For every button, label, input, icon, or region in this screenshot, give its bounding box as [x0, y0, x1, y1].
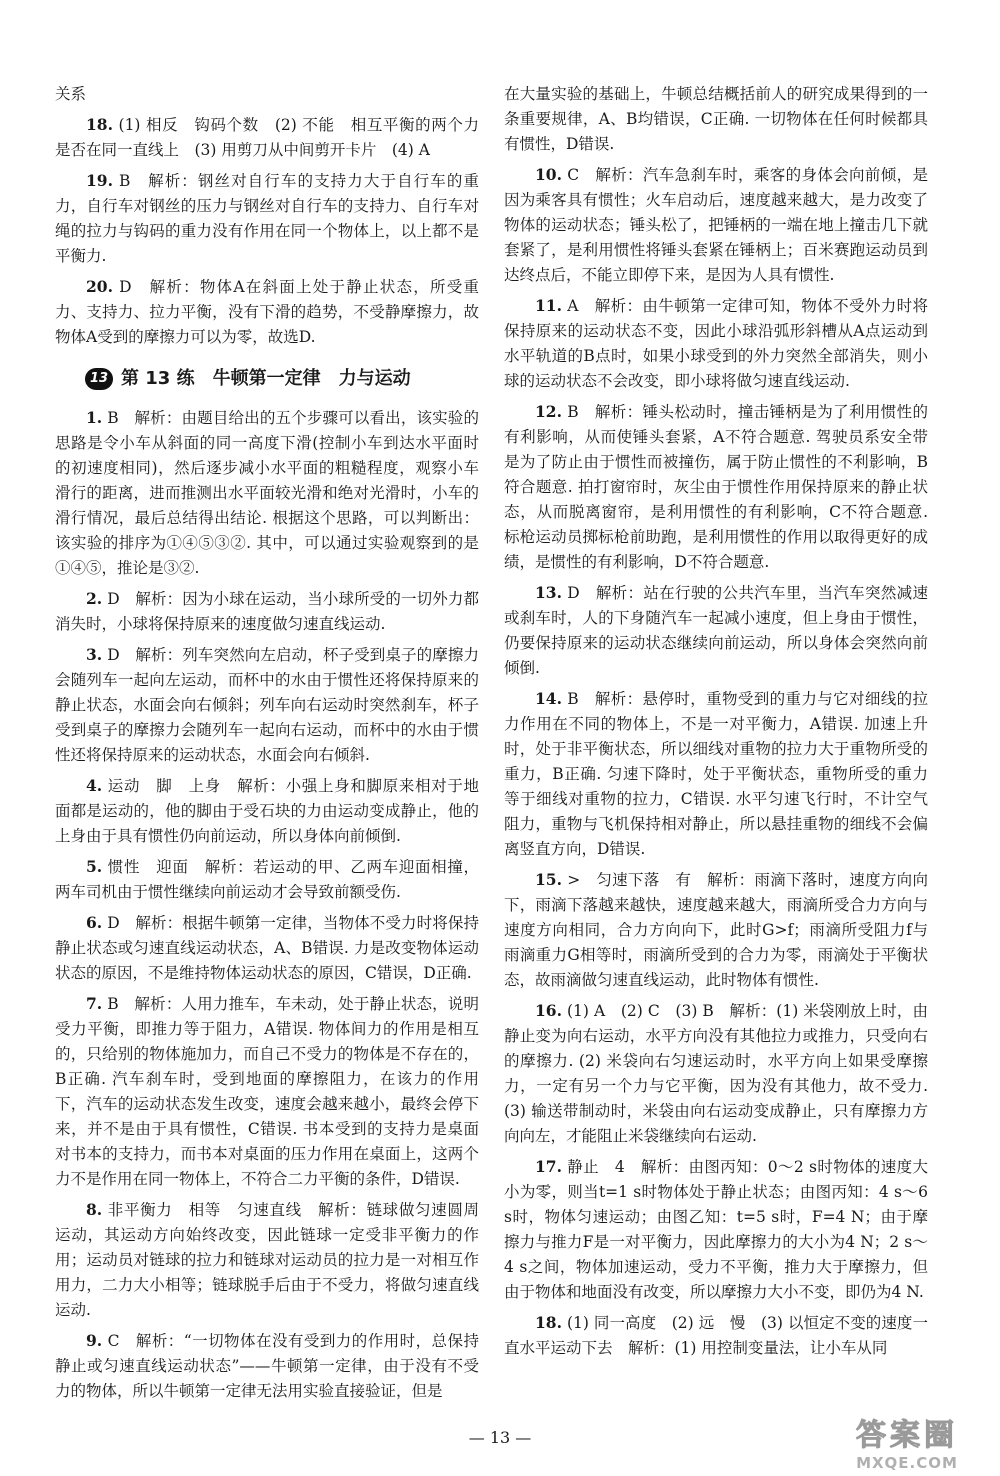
answer-item [504, 686, 928, 862]
left-items-a [55, 112, 479, 350]
answer-text: D 解析：站在行驶的公共汽车里，当汽车突然减速或刹车时，人的下身随汽车一起减小速度，但上身由于惯性，仍要保持原来的运动状态继续向前运动，所以身体会突然向前倾倒. [504, 584, 928, 677]
answer-number: 6. [86, 913, 103, 932]
answer-text: D 解析：物体A在斜面上处于静止状态，所受重力、支持力、拉力平衡，没有下滑的趋势，不受静摩擦力，故物体A受到的摩擦力可以为零，故选D. [55, 278, 479, 346]
answer-number: 8. [86, 1200, 103, 1219]
answer-number: 10. [535, 165, 562, 184]
answer-text: B 解析：悬停时，重物受到的重力与它对细线的拉力作用在不同的物体上，不是一对平衡力，A错误. 加速上升时，处于非平衡状态，所以细线对重物的拉力大于重物所受的重力，B正确. 匀速下降时，处于平衡状态，重物所受的重力等于细线对重物的拉力，C错误. 水平匀速飞行时，不计空气阻力，重物与飞机保持相对静止，所以悬挂重物的细线不会偏离竖直方向，D错误. [504, 690, 928, 858]
answer-item [504, 1310, 928, 1361]
answer-number: 19. [86, 171, 113, 190]
answer-text: B 解析：锤头松动时，撞击锤柄是为了利用惯性的有利影响，从而使锤头套紧，A不符合题意. 驾驶员系安全带是为了防止由于惯性而被撞伤，属于防止惯性的不利影响，B符合题意. 拍打窗帘时，灰尘由于惯性作用保持原来的静止状态，从而脱离窗帘，是利用惯性的有利影响，C不符合题意. 标枪运动员掷标枪前助跑，是利用惯性的作用以取得更好的成绩，是惯性的有利影响，D不符合题意. [504, 403, 928, 571]
answer-number: 14. [535, 689, 562, 708]
answer-item [55, 854, 479, 905]
answer-number: 1. [86, 408, 103, 427]
answer-number: 5. [86, 857, 103, 876]
answer-number: 17. [535, 1157, 562, 1176]
section-badge: 13 [85, 368, 113, 390]
answer-item [55, 773, 479, 849]
answer-item [504, 399, 928, 575]
answer-number: 16. [535, 1001, 562, 1020]
answer-item [504, 998, 928, 1149]
answer-text: A 解析：由牛顿第一定律可知，物体不受外力时将保持原来的运动状态不变，因此小球沿弧形斜槽从A点运动到水平轨道的B点时，如果小球受到的外力突然全部消失，则小球的运动状态不会改变，即小球将做匀速直线运动. [504, 297, 928, 390]
watermark-title: 答案圈 [856, 1418, 958, 1453]
answer-item [55, 1197, 479, 1323]
answer-text: B 解析：钢丝对自行车的支持力大于自行车的重力，自行车对钢丝的压力与钢丝对自行车的支持力、自行车对绳的拉力与钩码的重力没有作用在同一个物体上，以上都不是平衡力. [55, 172, 479, 265]
page-number: — 13 — [468, 1428, 532, 1447]
answer-item [55, 991, 479, 1192]
answer-text: D 解析：列车突然向左启动，杯子受到桌子的摩擦力会随列车一起向左运动，而杯中的水由于惯性还将保持原来的静止状态，水面会向右倾斜；列车向右运动时突然刹车，杯子受到桌子的摩擦力会随列车一起向右运动，而杯中的水由于惯性还将保持原来的运动状态，水面会向右倾斜. [55, 646, 479, 764]
section-heading [55, 366, 479, 391]
answer-text: > 匀速下落 有 解析：雨滴下落时，速度方向向下，雨滴下落越来越快，速度越来越大，雨滴所受合力方向与速度方向相同，合力方向向下，此时G>f；雨滴所受阻力f与雨滴重力G相等时，雨滴所受到的合力为零，雨滴处于平衡状态，故雨滴做匀速直线运动，此时物体有惯性. [504, 871, 928, 989]
answer-number: 9. [86, 1331, 103, 1350]
answer-item [504, 580, 928, 681]
answer-number: 2. [86, 589, 103, 608]
answer-item [504, 867, 928, 993]
answer-item [55, 405, 479, 581]
answer-number: 15. [535, 870, 562, 889]
answer-item [55, 910, 479, 986]
answer-text: (1) A (2) C (3) B 解析：(1) 米袋刚放上时，由静止变为向右运动，水平方向没有其他拉力或推力，只受向右的摩擦力. (2) 米袋向右匀速运动时，水平方向上如果受摩擦力，一定有另一个力与它平衡，因为没有其他力，故不受力. (3) 输送带制动时，米袋由向右运动变成静止，只有摩擦力方向向左，才能阻止米袋继续向右运动. [504, 1002, 928, 1145]
answer-text: 惯性 迎面 解析：若运动的甲、乙两车迎面相撞，两车司机由于惯性继续向前运动才会导致前额受伤. [55, 858, 479, 901]
watermark-logo [832, 1410, 982, 1472]
answer-text: 静止 4 解析：由图丙知：0～2 s时物体的速度大小为零，则当t=1 s时物体处于静止状态；由图丙知：4 s～6 s时，物体匀速运动；由图乙知：t=5 s时，F=4 N；由于摩擦力与推力F是一对平衡力，因此摩擦力的大小为4 N；2 s～4 s之间，物体加速运动，受力不平衡，推力大于摩擦力，但由于物体和地面没有改变，所以摩擦力大小不变，即仍为4 N. [504, 1158, 928, 1301]
answer-item [504, 1154, 928, 1305]
top-line: 关系 [55, 85, 87, 103]
left-items-b [55, 405, 479, 1404]
answer-text: D 解析：因为小球在运动，当小球所受的一切外力都消失时，小球将保持原来的速度做匀速直线运动. [55, 590, 479, 633]
section-title: 第 13 练 牛顿第一定律 力与运动 [121, 368, 411, 389]
answer-text: B 解析：人用力推车，车未动，处于静止状态，说明受力平衡，即推力等于阻力，A错误. 物体间力的作用是相互的，只给别的物体施加力，而自己不受力的物体是不存在的，B正确. 汽车刹车时，受到地面的摩擦阻力，在该力的作用下，汽车的运动状态发生改变，速度会越来越小，最终会停下来，并不是由于具有惯性，C错误. 书本受到的支持力是桌面对书本的支持力，而书本对桌面的压力作用在桌面上，这两个力不是作用在同一物体上，不符合二力平衡的条件，D错误. [55, 995, 479, 1188]
answer-number: 7. [86, 994, 103, 1013]
answer-number: 20. [86, 277, 113, 296]
answer-text: 运动 脚 上身 解析：小强上身和脚原来相对于地面都是运动的，他的脚由于受石块的力由运动变成静止，他的上身由于具有惯性仍向前运动，所以身体向前倾倒. [55, 777, 479, 845]
answer-item [55, 642, 479, 768]
continuation-text: 在大量实验的基础上，牛顿总结概括前人的研究成果得到的一条重要规律，A、B均错误，C正确. 一切物体在任何时候都具有惯性，D错误. [504, 85, 928, 153]
answer-text: (1) 同一高度 (2) 远 慢 (3) 以恒定不变的速度一直水平运动下去 解析：(1) 用控制变量法，让小车从同 [504, 1314, 928, 1357]
answer-text: D 解析：根据牛顿第一定律，当物体不受力时将保持静止状态或匀速直线运动状态，A、B错误. 力是改变物体运动状态的原因，不是维持物体运动状态的原因，C错误，D正确. [55, 914, 479, 982]
left-column [55, 82, 479, 1409]
answer-item [504, 293, 928, 394]
answer-item [55, 112, 479, 163]
watermark-url: MXQE.COM [856, 1454, 958, 1472]
answer-text: C 解析：汽车急刹车时，乘客的身体会向前倾，是因为乘客具有惯性；火车启动后，速度越来越大，是力改变了物体的运动状态；锤头松了，把锤柄的一端在地上撞击几下就套紧了，是利用惯性将锤头套紧在锤柄上；百米赛跑运动员到达终点后，不能立即停下来，是因为人具有惯性. [504, 166, 928, 284]
answer-text: 非平衡力 相等 匀速直线 解析：链球做匀速圆周运动，其运动方向始终改变，因此链球一定受非平衡力的作用；运动员对链球的拉力和链球对运动员的拉力是一对相互作用力，二力大小相等；链球脱手后由于不受力，将做匀速直线运动. [55, 1201, 479, 1319]
answer-item [504, 162, 928, 288]
answer-number: 3. [86, 645, 103, 664]
answer-number: 18. [86, 115, 113, 134]
answer-number: 18. [535, 1313, 562, 1332]
answer-number: 13. [535, 583, 562, 602]
answer-number: 4. [86, 776, 103, 795]
right-items [504, 162, 928, 1361]
answer-number: 12. [535, 402, 562, 421]
answer-item [55, 1328, 479, 1404]
answer-item [55, 586, 479, 637]
answer-text: B 解析：由题目给出的五个步骤可以看出，该实验的思路是令小车从斜面的同一高度下滑(控制小车到达水平面时的初速度相同)，然后逐步减小水平面的粗糙程度，观察小车滑行的距离，进而推测出水平面较光滑和绝对光滑时，小车的滑行情况，最后总结得出结论. 根据这个思路，可以判断出：该实验的排序为①④⑤③②. 其中，可以通过实验观察到的是①④⑤，推论是③②. [55, 409, 479, 577]
answer-text: (1) 相反 钩码个数 (2) 不能 相互平衡的两个力是否在同一直线上 (3) 用剪刀从中间剪开卡片 (4) A [55, 116, 479, 159]
answer-item [55, 274, 479, 350]
answer-item [55, 168, 479, 269]
right-column [504, 82, 928, 1366]
answer-number: 11. [535, 296, 562, 315]
answer-text: C 解析：“一切物体在没有受到力的作用时，总保持静止或匀速直线运动状态”——牛顿第一定律，由于没有不受力的物体，所以牛顿第一定律无法用实验直接验证，但是 [55, 1332, 479, 1400]
